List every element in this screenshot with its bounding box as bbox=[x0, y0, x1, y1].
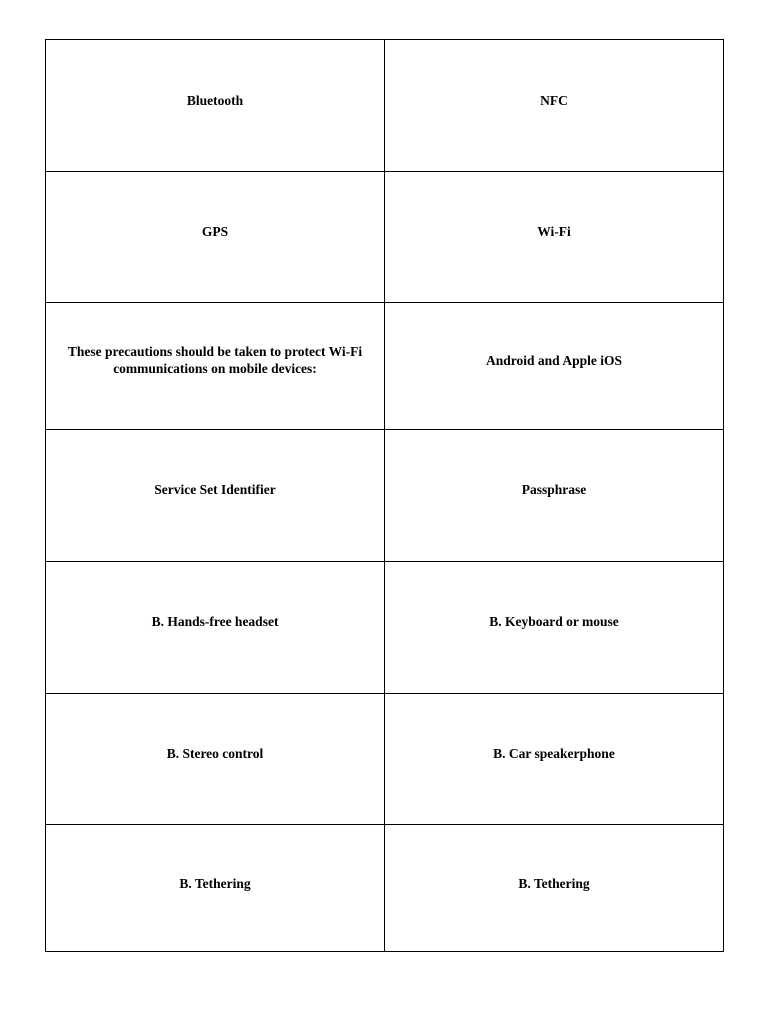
card-row bbox=[46, 693, 724, 824]
card-row bbox=[46, 430, 724, 561]
card-cell: B. Stereo control bbox=[46, 693, 385, 824]
card-row bbox=[46, 303, 724, 430]
card-row bbox=[46, 824, 724, 951]
card-cell: B. Keyboard or mouse bbox=[385, 561, 724, 693]
flashcard-sheet bbox=[45, 39, 724, 952]
card-cell: Passphrase bbox=[385, 430, 724, 561]
card-cell: Service Set Identifier bbox=[46, 430, 385, 561]
card-cell: B. Tethering bbox=[46, 824, 385, 951]
card-cell: These precautions should be taken to protect Wi-Fi communications on mobile devices: bbox=[46, 303, 385, 430]
card-cell: GPS bbox=[46, 172, 385, 303]
card-row bbox=[46, 172, 724, 303]
card-row bbox=[46, 561, 724, 693]
card-cell: Wi-Fi bbox=[385, 172, 724, 303]
card-cell: Android and Apple iOS bbox=[385, 303, 724, 430]
card-cell: Bluetooth bbox=[46, 40, 385, 172]
card-row bbox=[46, 40, 724, 172]
card-cell: B. Hands-free headset bbox=[46, 561, 385, 693]
card-cell: NFC bbox=[385, 40, 724, 172]
card-cell: B. Car speakerphone bbox=[385, 693, 724, 824]
card-cell: B. Tethering bbox=[385, 824, 724, 951]
